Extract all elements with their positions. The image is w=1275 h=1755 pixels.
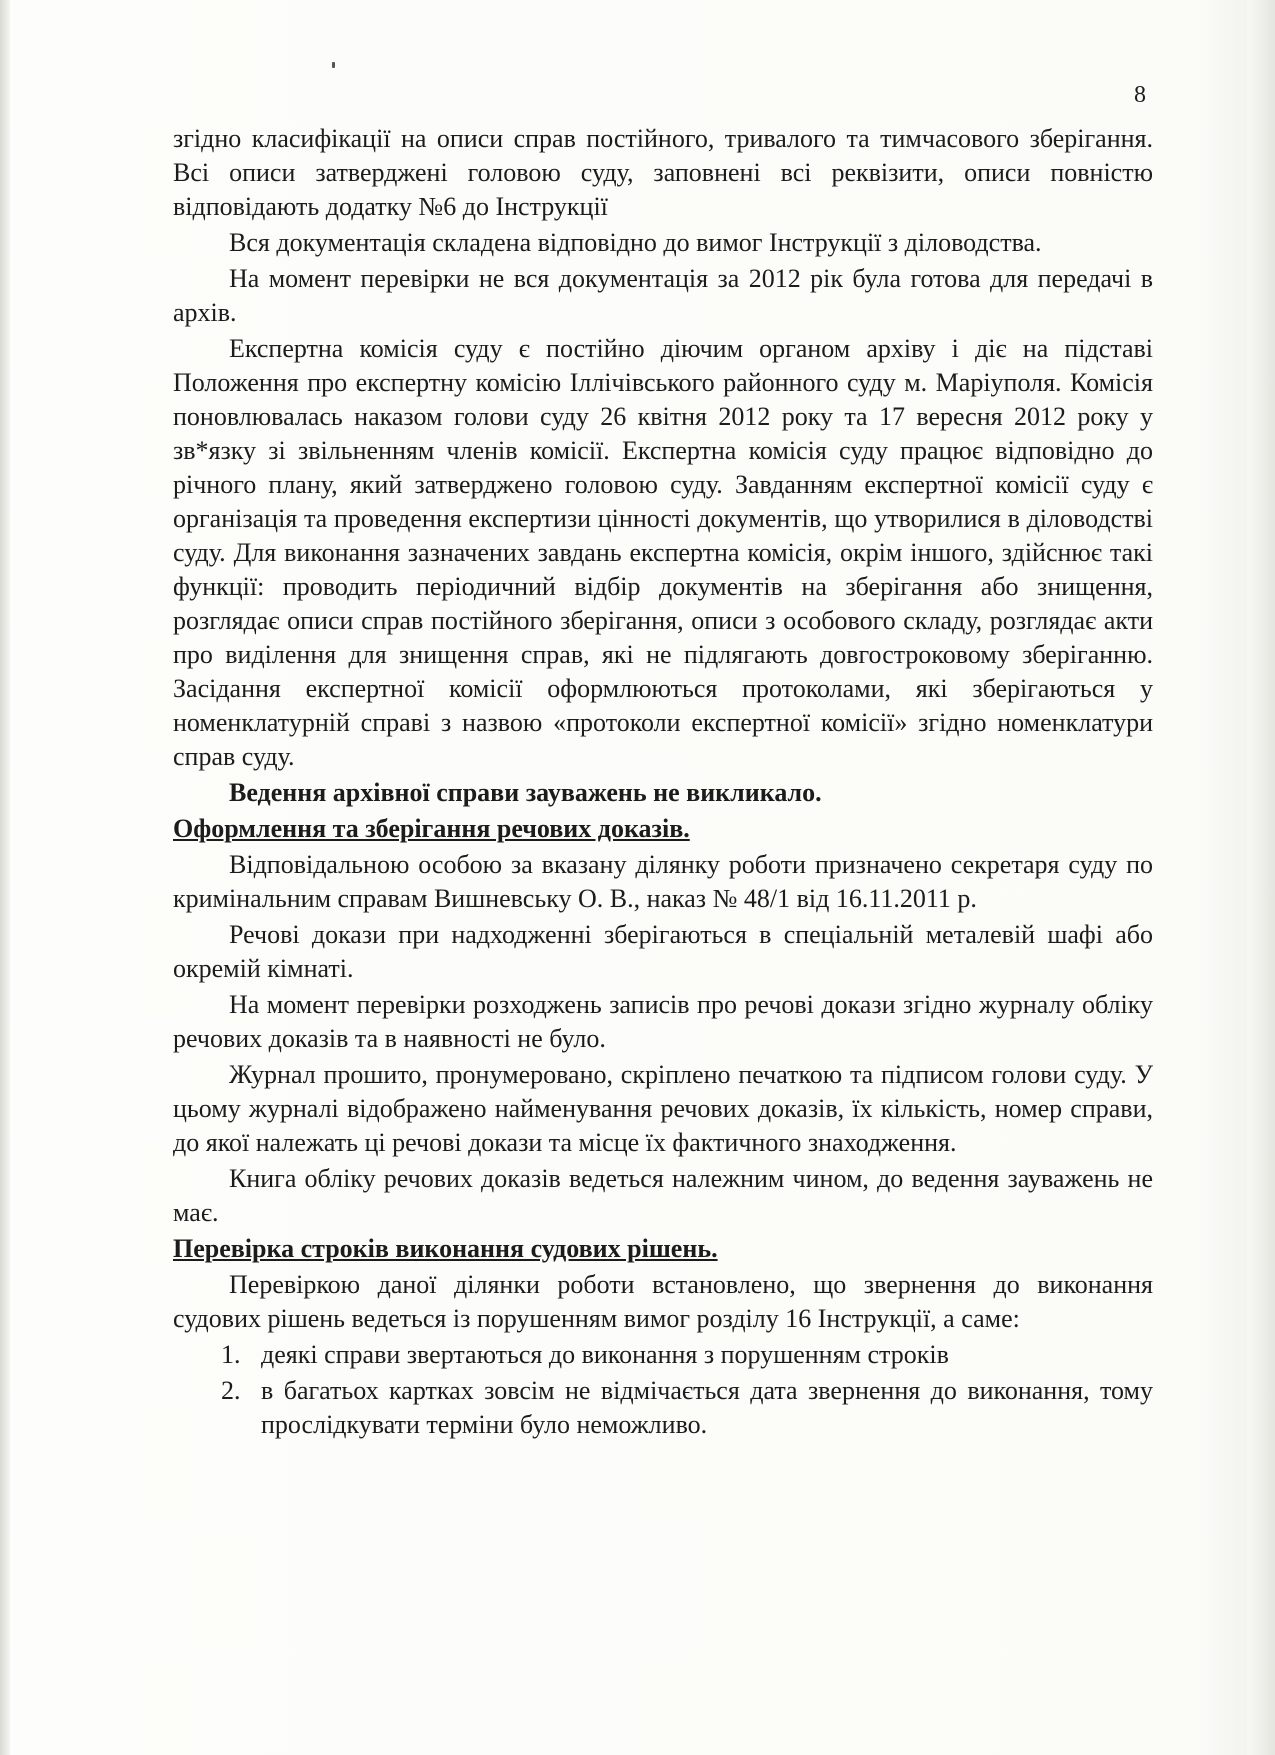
list-item bbox=[173, 1374, 1153, 1442]
paragraph-evidence-responsible: Відповідальною особою за вказану ділянку роботи призначено секретаря суду по кримінальним справам Вишневську О. В., наказ № 48/1 від 16.11.2011 р. bbox=[173, 850, 1153, 913]
list-item-text: деякі справи звертаються до виконання з порушенням строків bbox=[261, 1340, 949, 1369]
list-item bbox=[173, 1338, 1153, 1372]
section-heading-execution: Перевірка строків виконання судових рішень. bbox=[173, 1234, 718, 1263]
document-body bbox=[173, 122, 1153, 1444]
list-item-number: 2. bbox=[221, 1376, 241, 1405]
paragraph-evidence-journal: Журнал прошито, пронумеровано, скріплено печаткою та підписом голови суду. У цьому журналі відображено найменування речових доказів, їх кількість, номер справи, до якої належать ці речові докази та місце їх фактичного знаходження. bbox=[173, 1060, 1153, 1157]
section-heading-evidence: Оформлення та зберігання речових доказів. bbox=[173, 814, 690, 843]
page-number: 8 bbox=[1134, 82, 1146, 108]
paragraph-execution-intro: Перевіркою даної ділянки роботи встановлено, що звернення до виконання судових рішень ведеться із порушенням вимог розділу 16 Інструкції, а саме: bbox=[173, 1270, 1153, 1333]
paragraph-evidence-book: Книга обліку речових доказів ведеться належним чином, до ведення зауважень не має. bbox=[173, 1164, 1153, 1227]
paragraph-evidence-records: На момент перевірки розходжень записів про речові докази згідно журналу обліку речових доказів та в наявності не було. bbox=[173, 990, 1153, 1053]
paragraph-documentation-compliance: Вся документація складена відповідно до вимог Інструкції з діловодства. bbox=[229, 228, 1042, 257]
execution-findings-list bbox=[173, 1338, 1153, 1442]
archive-conclusion: Ведення архівної справи зауважень не викликало. bbox=[229, 778, 822, 807]
paragraph-expert-commission: Експертна комісія суду є постійно діючим органом архіву і діє на підставі Положення про експертну комісію Іллічівського районного суду м. Маріуполя. Комісія поновлювалась наказом голови суду 26 квітня 2012 року та 17 вересня 2012 року у зв*язку зі звільненням членів комісії. Експертна комісія суду працює відповідно до річного плану, який затверджено головою суду. Завданням експертної комісії суду є організація та проведення експертизи цінності документів, що утворилися в діловодстві суду. Для виконання зазначених завдань експертна комісія, окрім іншого, здійснює такі функції: проводить періодичний відбір документів на зберігання або знищення, розглядає описи справ постійного зберігання, описи з особового складу, розглядає акти про виділення для знищення справ, які не підлягають довгостроковому зберіганню. Засідання експертної комісії оформлюються протоколами, які зберігаються у номенклатурній справі з назвою «протоколи експертної комісії» згідно номенклатури справ суду. bbox=[173, 334, 1153, 771]
list-item-number: 1. bbox=[221, 1340, 241, 1369]
paragraph-evidence-storage: Речові докази при надходженні зберігаються в спеціальній металевій шафі або окремій кімнаті. bbox=[173, 920, 1153, 983]
paragraph-inventory-classification: згідно класифікації на описи справ постійного, тривалого та тимчасового зберігання. Всі описи затверджені головою суду, заповнені всі реквізити, описи повністю відповідають додатку №6 до Інструкції bbox=[173, 124, 1153, 221]
paragraph-archive-readiness: На момент перевірки не вся документація за 2012 рік була готова для передачі в архів. bbox=[173, 264, 1153, 327]
page-right-shadow bbox=[1247, 0, 1275, 1755]
page-left-shadow bbox=[0, 0, 10, 1755]
scan-speck bbox=[332, 62, 335, 68]
list-item-text: в багатьох картках зовсім не відмічається дата звернення до виконання, тому прослідкувати терміни було неможливо. bbox=[261, 1376, 1153, 1439]
